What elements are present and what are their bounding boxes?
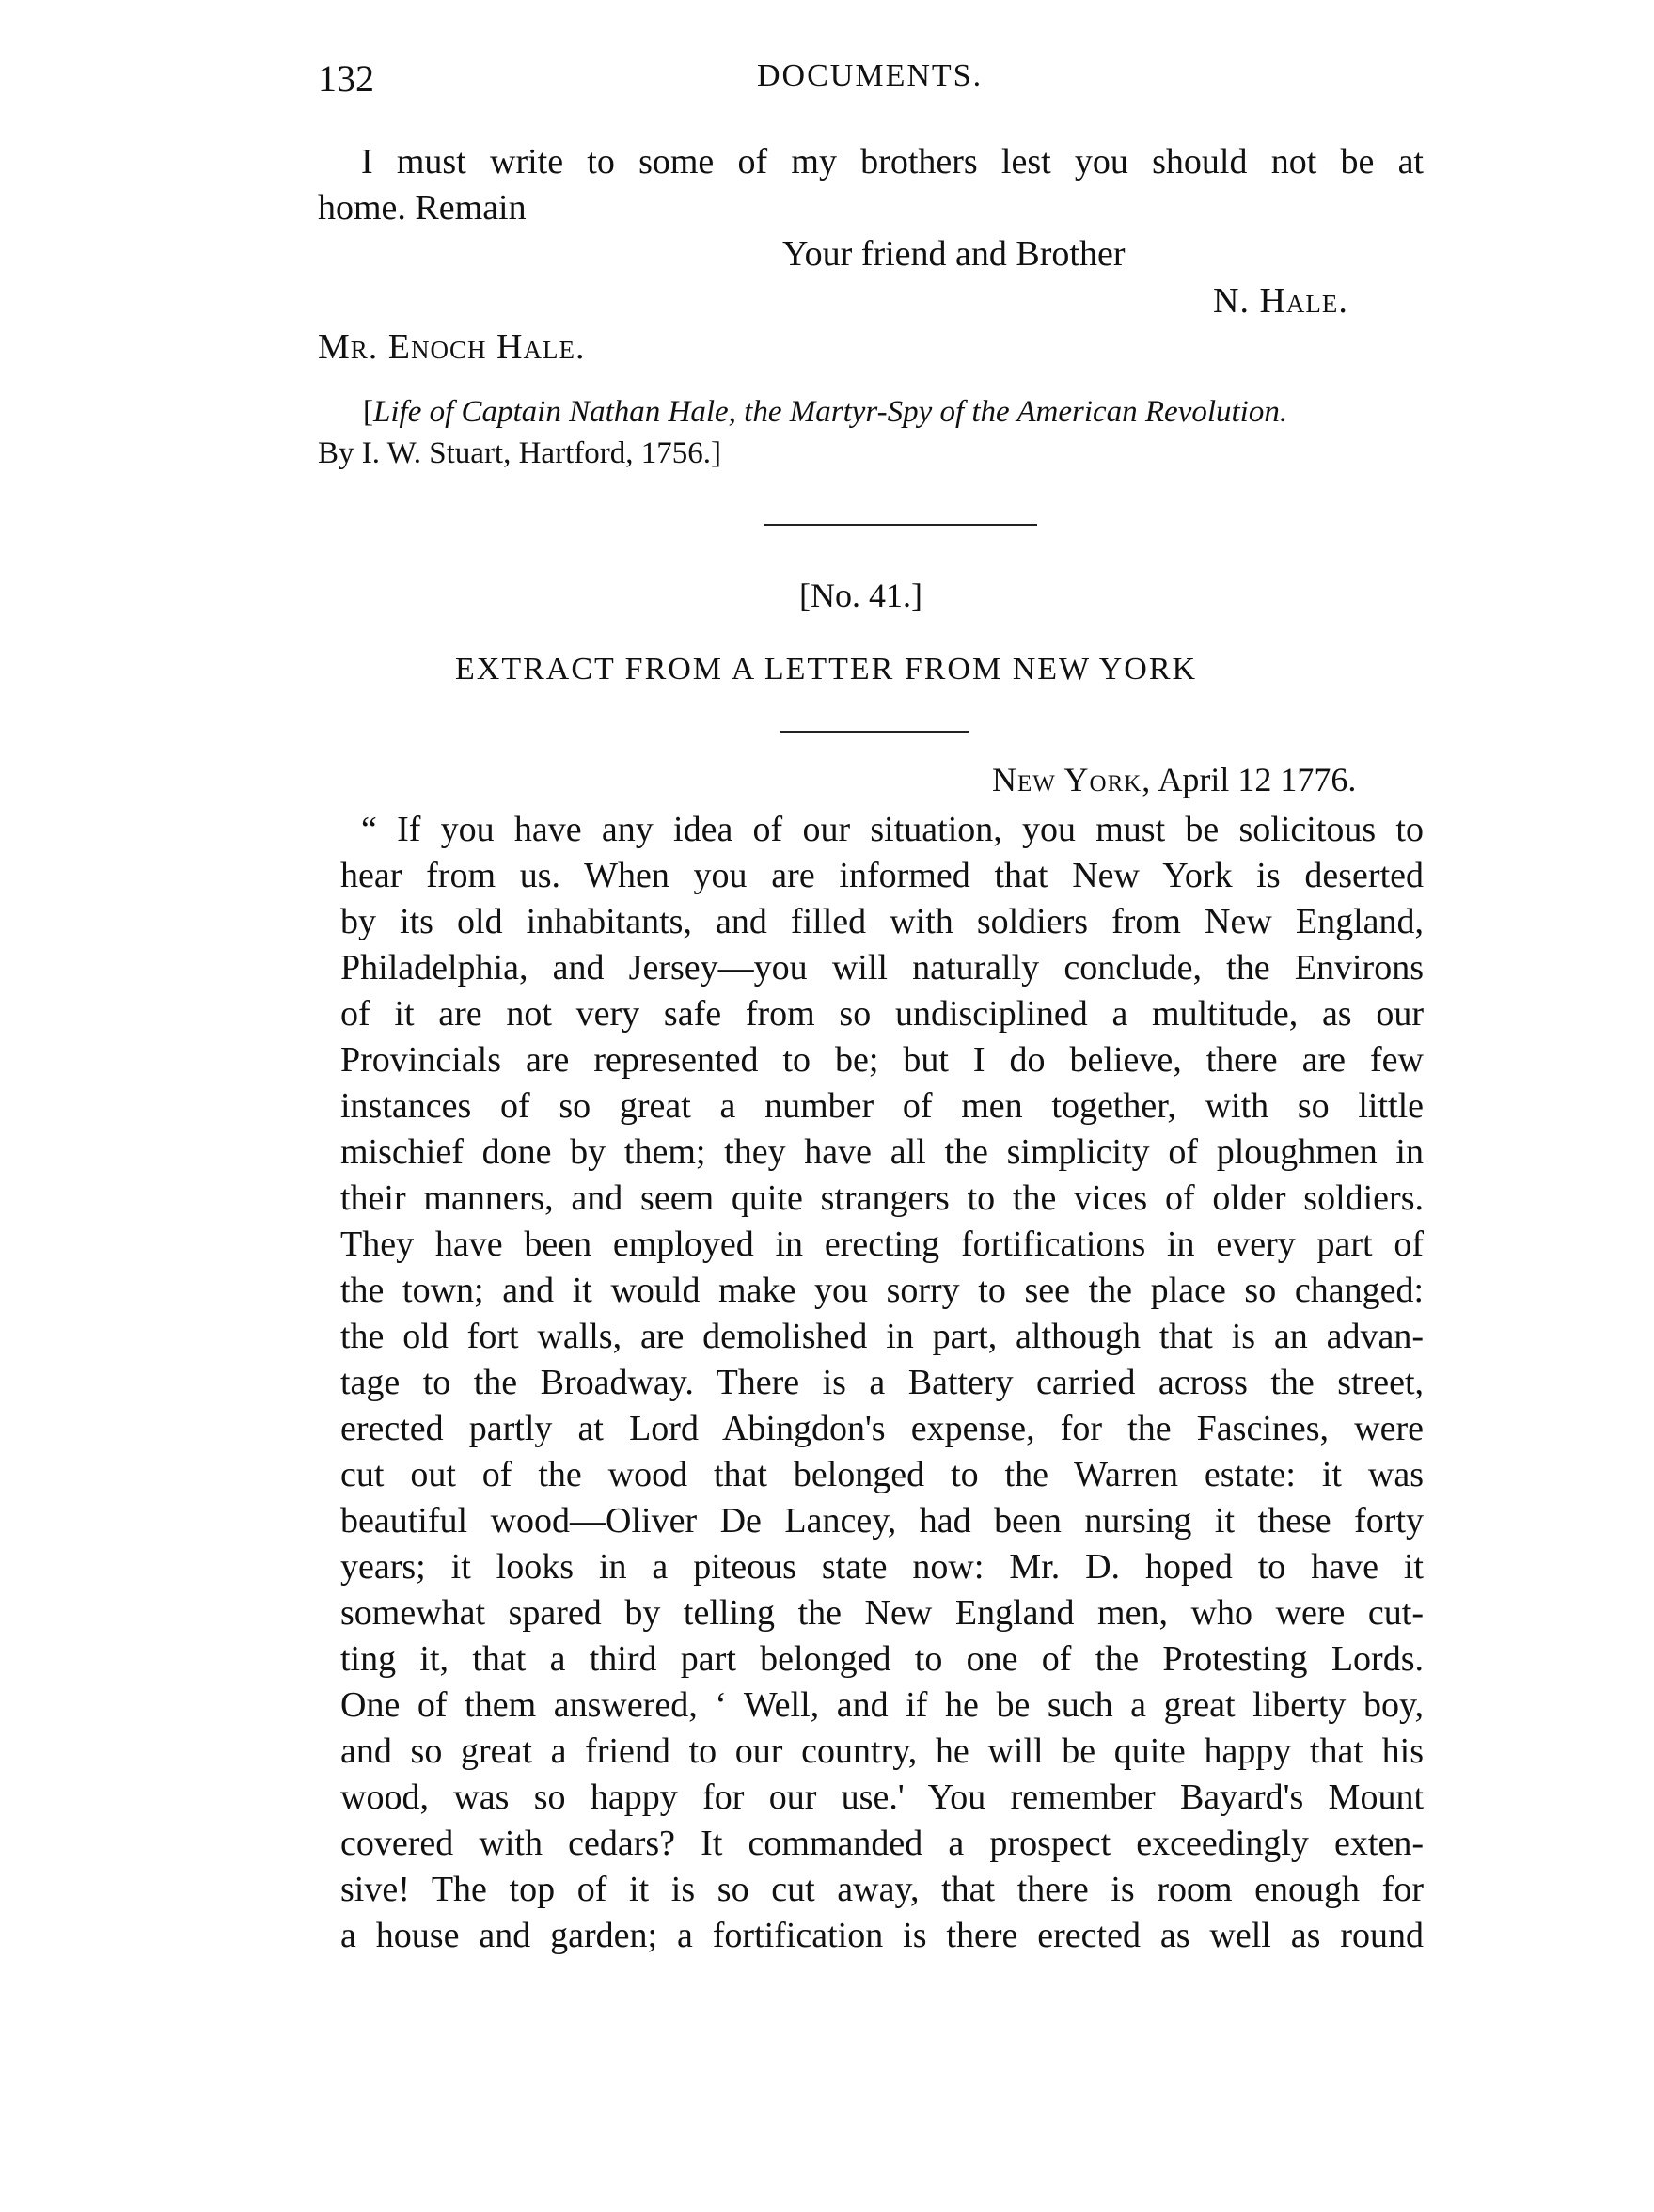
letter-line: ting it, that a third part belonged to one of the Protesting Lords. [340,1639,1424,1679]
prev-letter-line-2: home. Remain [318,188,527,228]
prev-letter-line-1: I must write to some of my brothers lest you should not be at [361,142,1424,182]
letter-line: erected partly at Lord Abingdon's expense, for the Fascines, were [340,1409,1424,1448]
section-number: [No. 41.] [799,577,922,614]
letter-line: They have been employed in erecting fortifications in every part of [340,1224,1424,1264]
letter-line: hear from us. When you are informed that New York is deserted [340,856,1424,895]
letter-line: wood, was so happy for our use.' You remember Bayard's Mount [340,1778,1424,1817]
letter-body [340,807,1424,1959]
letter-line: tage to the Broadway. There is a Battery carried across the street, [340,1363,1424,1402]
letter-line: covered with cedars? It commanded a prospect exceedingly exten- [340,1824,1424,1863]
page-number: 132 [318,57,374,100]
letter-line: One of them answered, ‘ Well, and if he be such a great liberty boy, [340,1685,1424,1725]
letter-line: and so great a friend to our country, he will be quite happy that his [340,1731,1424,1771]
letter-line: of it are not very safe from so undisciplined a multitude, as our [340,994,1424,1034]
letter-line: instances of so great a number of men together, with so little [340,1086,1424,1126]
letter-line: mischief done by them; they have all the simplicity of ploughmen in [340,1132,1424,1172]
citation-line-2: By I. W. Stuart, Hartford, 1756.] [318,436,721,470]
letter-line: the town; and it would make you sorry to see the place so changed: [340,1271,1424,1310]
letter-line: years; it looks in a piteous state now: Mr. D. hoped to have it [340,1547,1424,1587]
dateline-place: New York, [992,761,1152,798]
citation-line-1 [363,391,1287,433]
section-divider-top [764,524,1037,526]
running-title: DOCUMENTS. [757,58,984,93]
letter-line: the old fort walls, are demolished in part, although that is an advan- [340,1317,1424,1356]
dateline-date: April 12 1776. [1158,761,1357,798]
letter-line: a house and garden; a fortification is there erected as well as round [340,1916,1424,1955]
letter-line: by its old inhabitants, and filled with soldiers from New England, [340,902,1424,941]
citation-bracket: [ [363,395,373,429]
letter-line: somewhat spared by telling the New England men, who were cut- [340,1593,1424,1633]
letter-line: sive! The top of it is so cut away, that there is room enough for [340,1870,1424,1909]
section-divider-bottom [780,731,969,733]
letter-line: Philadelphia, and Jersey—you will naturally conclude, the Environs [340,948,1424,988]
section-title: EXTRACT FROM A LETTER FROM NEW YORK [455,652,1198,687]
letter-addressee: Mr. Enoch Hale. [318,327,586,367]
citation-title: Life of Captain Nathan Hale, the Martyr-Spy of the American Revolution. [373,395,1288,429]
letter-line: Provincials are represented to be; but I do believe, there are few [340,1040,1424,1080]
letter-closing: Your friend and Brother [782,234,1126,274]
letter-signature: N. Hale. [1213,281,1348,321]
letter-line: cut out of the wood that belonged to the Warren estate: it was [340,1455,1424,1494]
dateline [992,760,1356,799]
letter-line: “ If you have any idea of our situation, you must be solicitous to [361,810,1424,849]
letter-line: their manners, and seem quite strangers to the vices of older soldiers. [340,1178,1424,1218]
letter-line: beautiful wood—Oliver De Lancey, had been nursing it these forty [340,1501,1424,1540]
